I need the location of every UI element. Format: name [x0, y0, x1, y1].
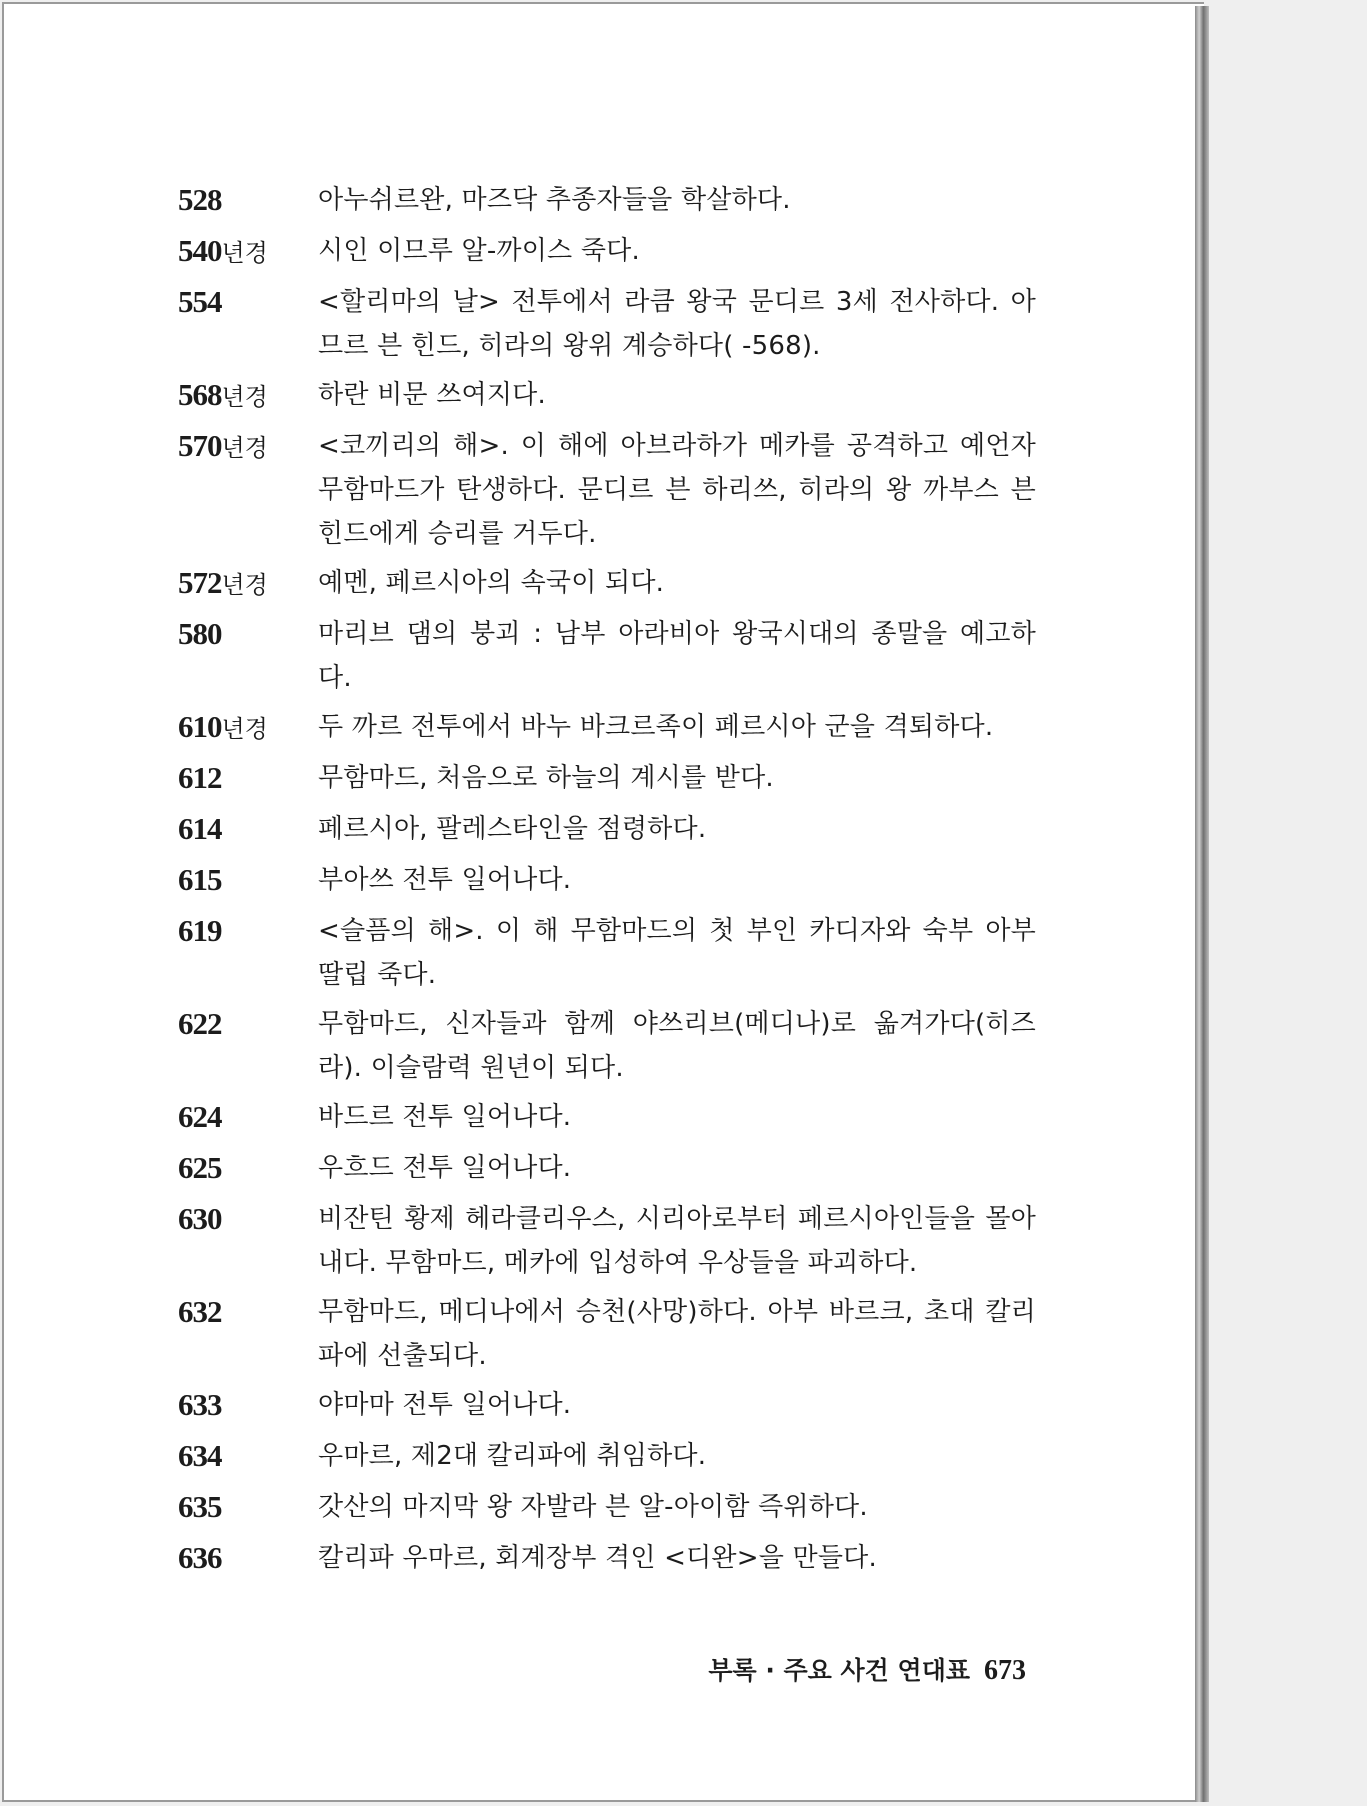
- running-footer-title: 부록 · 주요 사건 연대표: [708, 1656, 970, 1685]
- chronology-entry: [178, 424, 1038, 556]
- entry-year: [178, 1434, 318, 1480]
- chronology-list: [178, 178, 1038, 1587]
- entry-description: 무함마드, 메디나에서 승천(사망)하다. 아부 바르크, 초대 칼리파에 선출되다.: [318, 1297, 1036, 1371]
- chronology-entry: [178, 909, 1038, 997]
- entry-year-number: 580: [178, 616, 222, 651]
- entry-year: [178, 280, 318, 326]
- entry-description: 우흐드 전투 일어나다.: [318, 1153, 572, 1183]
- chronology-entry: [178, 1383, 1038, 1429]
- entry-year-number: 635: [178, 1489, 222, 1524]
- entry-description: 아누쉬르완, 마즈닥 추종자들을 학살하다.: [318, 185, 791, 215]
- entry-description: <할리마의 날> 전투에서 라큼 왕국 문디르 3세 전사하다. 아므르 븐 힌드, 히라의 왕위 계승하다( -568).: [318, 287, 1036, 361]
- entry-description: 바드르 전투 일어나다.: [318, 1102, 572, 1132]
- entry-year: [178, 1383, 318, 1429]
- chronology-entry: [178, 1146, 1038, 1192]
- entry-year-number: 615: [178, 862, 222, 897]
- entry-year-number: 634: [178, 1438, 222, 1473]
- chronology-entry: [178, 807, 1038, 853]
- entry-year: [178, 561, 318, 607]
- entry-description: 비잔틴 황제 헤라클리우스, 시리아로부터 페르시아인들을 몰아내다. 무함마드, 메카에 입성하여 우상들을 파괴하다.: [318, 1204, 1036, 1278]
- entry-year: [178, 1197, 318, 1243]
- chronology-entry: [178, 705, 1038, 751]
- entry-year: [178, 1095, 318, 1141]
- entry-year-number: 619: [178, 913, 222, 948]
- entry-description: 마리브 댐의 붕괴 : 남부 아라비아 왕국시대의 종말을 예고하다.: [318, 619, 1036, 693]
- entry-year: [178, 756, 318, 802]
- book-page-edge: [1195, 6, 1209, 1802]
- entry-year-number: 612: [178, 760, 222, 795]
- entry-year-number: 572: [178, 565, 222, 600]
- chronology-entry: [178, 373, 1038, 419]
- entry-year-suffix: 년경: [221, 571, 268, 599]
- chronology-entry: [178, 756, 1038, 802]
- entry-year-number: 632: [178, 1294, 222, 1329]
- entry-year-number: 570: [178, 428, 222, 463]
- entry-year: [178, 909, 318, 955]
- chronology-entry: [178, 229, 1038, 275]
- chronology-entry: [178, 1434, 1038, 1480]
- entry-year: [178, 1002, 318, 1048]
- entry-year: [178, 705, 318, 751]
- entry-year-number: 568: [178, 377, 222, 412]
- entry-description: 무함마드, 신자들과 함께 야쓰리브(메디나)로 옮겨가다(히즈라). 이슬람력 원년이 되다.: [318, 1009, 1036, 1083]
- book-page: [2, 2, 1204, 1802]
- entry-year: [178, 807, 318, 853]
- entry-year: [178, 1290, 318, 1336]
- entry-description: <코끼리의 해>. 이 해에 아브라하가 메카를 공격하고 예언자 무함마드가 탄생하다. 문디르 븐 하리쓰, 히라의 왕 까부스 븐 힌드에게 승리를 거두다.: [318, 431, 1036, 549]
- chronology-entry: [178, 1197, 1038, 1285]
- chronology-entry: [178, 858, 1038, 904]
- chronology-entry: [178, 178, 1038, 224]
- chronology-entry: [178, 1095, 1038, 1141]
- entry-description: 칼리파 우마르, 회계장부 격인 <디완>을 만들다.: [318, 1543, 877, 1573]
- entry-description: 페르시아, 팔레스타인을 점령하다.: [318, 814, 707, 844]
- entry-description: 무함마드, 처음으로 하늘의 계시를 받다.: [318, 763, 774, 793]
- entry-year: [178, 424, 318, 470]
- entry-description: 예멘, 페르시아의 속국이 되다.: [318, 568, 665, 598]
- entry-description: 부아쓰 전투 일어나다.: [318, 865, 572, 895]
- entry-year: [178, 178, 318, 224]
- entry-year-number: 614: [178, 811, 222, 846]
- chronology-entry: [178, 612, 1038, 700]
- entry-year-number: 528: [178, 182, 222, 217]
- entry-year-suffix: 년경: [221, 383, 268, 411]
- entry-description: 야마마 전투 일어나다.: [318, 1390, 572, 1420]
- entry-description: 갓산의 마지막 왕 자발라 븐 알-아이함 즉위하다.: [318, 1492, 868, 1522]
- entry-year-number: 630: [178, 1201, 222, 1236]
- entry-year: [178, 373, 318, 419]
- entry-year-number: 636: [178, 1540, 222, 1575]
- entry-description: 우마르, 제2대 칼리파에 취임하다.: [318, 1441, 707, 1471]
- entry-year: [178, 1536, 318, 1582]
- entry-description: 두 까르 전투에서 바누 바크르족이 페르시아 군을 격퇴하다.: [318, 712, 994, 742]
- chronology-entry: [178, 1002, 1038, 1090]
- entry-year: [178, 858, 318, 904]
- chronology-entry: [178, 561, 1038, 607]
- entry-year-suffix: 년경: [221, 239, 268, 267]
- page-footer: [704, 1651, 1026, 1691]
- entry-year-number: 622: [178, 1006, 222, 1041]
- entry-year-suffix: 년경: [221, 434, 268, 462]
- entry-year: [178, 229, 318, 275]
- chronology-entry: [178, 1290, 1038, 1378]
- entry-year-number: 610: [178, 709, 222, 744]
- page-number: 673: [984, 1655, 1026, 1686]
- chronology-entry: [178, 280, 1038, 368]
- entry-year-number: 554: [178, 284, 222, 319]
- entry-year-number: 540: [178, 233, 222, 268]
- entry-year-suffix: 년경: [221, 715, 268, 743]
- entry-year: [178, 612, 318, 658]
- entry-description: <슬픔의 해>. 이 해 무함마드의 첫 부인 카디자와 숙부 아부 딸립 죽다.: [318, 916, 1036, 990]
- entry-description: 시인 이므루 알-까이스 죽다.: [318, 236, 640, 266]
- chronology-entry: [178, 1485, 1038, 1531]
- entry-year: [178, 1485, 318, 1531]
- entry-description: 하란 비문 쓰여지다.: [318, 380, 546, 410]
- entry-year-number: 633: [178, 1387, 222, 1422]
- entry-year-number: 624: [178, 1099, 222, 1134]
- entry-year-number: 625: [178, 1150, 222, 1185]
- chronology-entry: [178, 1536, 1038, 1582]
- entry-year: [178, 1146, 318, 1192]
